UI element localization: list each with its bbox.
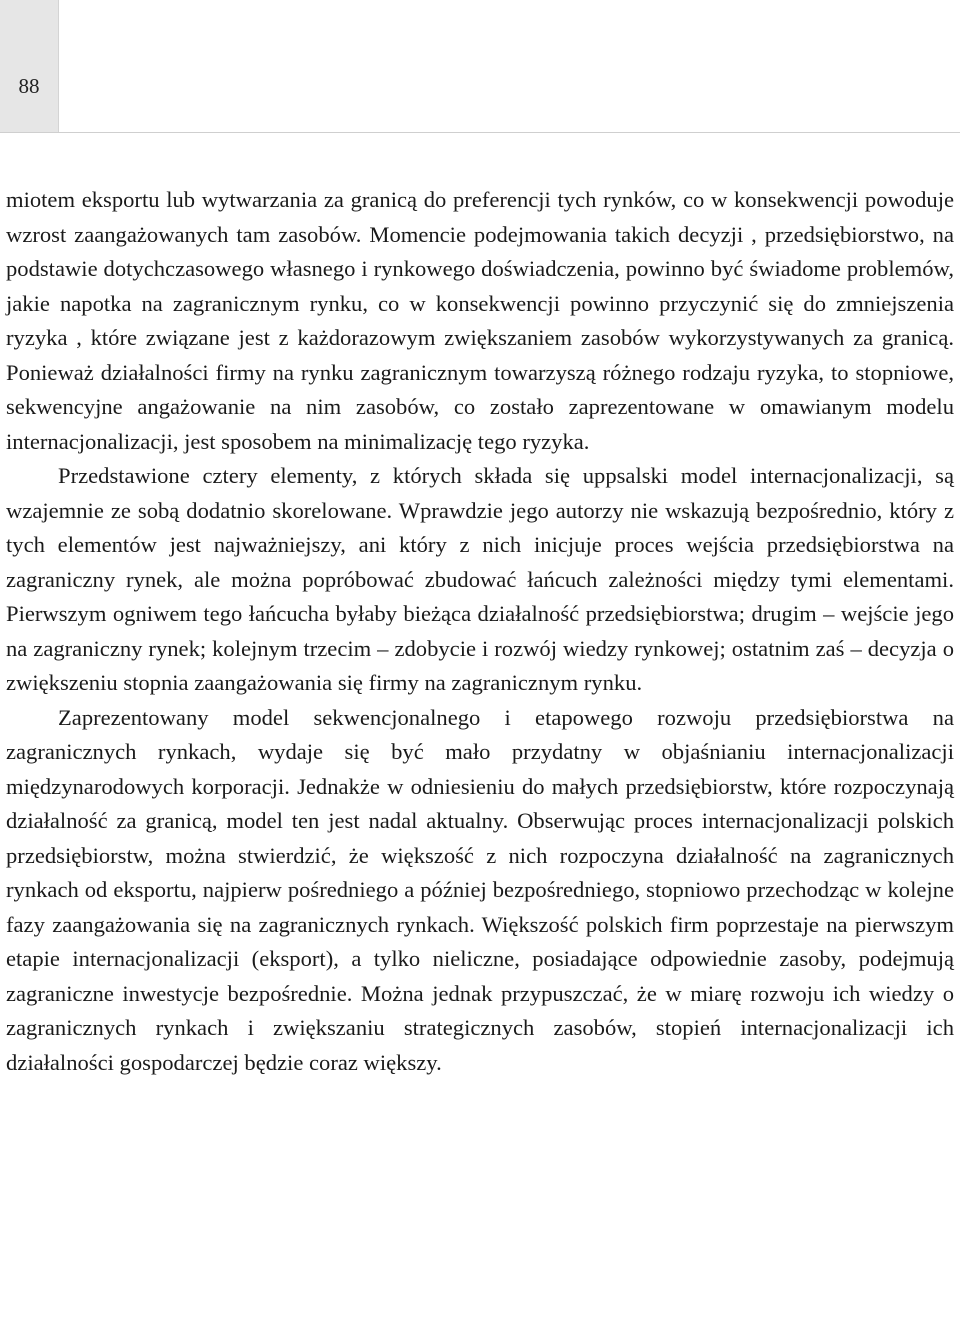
paragraph-2: Przedstawione cztery elementy, z których składa się uppsalski model internacjonalizacji, są wzajemnie ze sobą dodatnio skorelowane. Wprawdzie jego autorzy nie wskazują bezpośrednio, który z tych elementów jest najważniejszy, ani który z nich inicjuje proces wejścia przedsiębiorstwa na zagraniczny rynek, ale można popróbować zbudować łańcuch zależności między tymi elementami. Pierwszym ogniwem tego łańcucha byłaby bieżąca działalność przedsiębiorstwa; drugim – wejście jego na zagraniczny rynek; kolejnym trzecim – zdobycie i rozwój wiedzy rynkowej; ostatnim zaś – decyzja o zwiększeniu stopnia zaangażowania się firmy na zagranicznym rynku. xyxy=(6,463,954,695)
page-number: 88 xyxy=(18,74,40,98)
body-text xyxy=(6,183,954,1080)
page-number-tab xyxy=(0,0,59,132)
paragraph-3: Zaprezentowany model sekwencjonalnego i etapowego rozwoju przedsiębiorstwa na zagranicznych rynkach, wydaje się być mało przydatny w objaśnianiu internacjonalizacji międzynarodowych korporacji. Jednakże w odniesieniu do małych przedsiębiorstw, które rozpoczynają działalność za granicą, model ten jest nadal aktualny. Obserwując proces internacjonalizacji polskich przedsiębiorstw, można stwierdzić, że większość z nich rozpoczyna działalność na zagranicznych rynkach od eksportu, najpierw pośredniego a później bezpośredniego, stopniowo przechodząc w kolejne fazy zaangażowania się na zagranicznych rynkach. Większość polskich firm poprzestaje na pierwszym etapie internacjonalizacji (eksport), a tylko nieliczne, posiadające odpowiednie zasoby, podejmują zagraniczne inwestycje bezpośrednie. Można jednak przypuszczać, że w miarę rozwoju ich wiedzy o zagranicznych rynkach i zwiększaniu strategicznych zasobów, stopień internacjonalizacji ich działalności gospodarczej będzie coraz większy. xyxy=(6,704,954,1075)
header-divider xyxy=(0,132,960,133)
paragraph-1: miotem eksportu lub wytwarzania za granicą do preferencji tych rynków, co w konsekwencji powoduje wzrost zaangażowanych tam zasobów. Momencie podejmowania takich decyzji , przedsiębiorstwo, na podstawie dotychczasowego własnego i rynkowego doświadczenia, powinno być świadome problemów, jakie napotka na zagranicznym rynku, co w konsekwencji powinno przyczynić się do zmniejszenia ryzyka , które związane jest z każdorazowym zwiększaniem zasobów wykorzystywanych za granicą. Ponieważ działalności firmy na rynku zagranicznym towarzyszą różnego rodzaju ryzyka, to stopniowe, sekwencyjne angażowanie na nim zasobów, co zostało zaprezentowane w omawianym modelu internacjonalizacji, jest sposobem na minimalizację tego ryzyka. xyxy=(6,187,954,454)
